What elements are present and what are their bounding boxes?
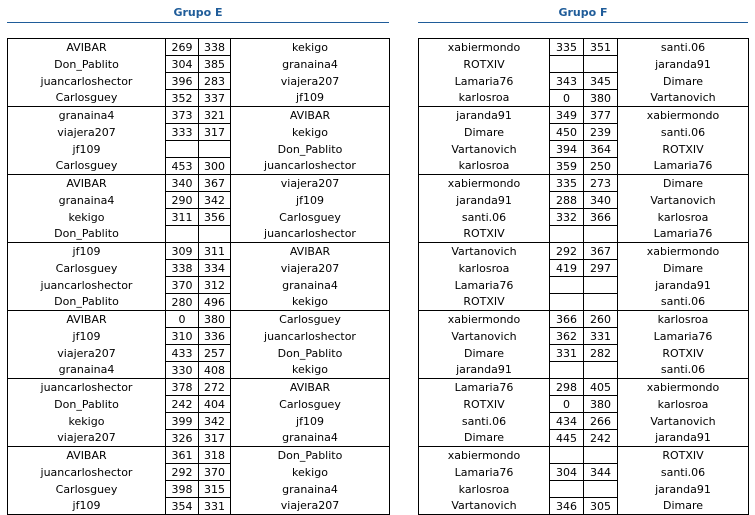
away-player: AVIBAR (231, 243, 390, 260)
home-score: 362 (550, 328, 584, 345)
match-row (419, 73, 749, 90)
away-score: 408 (199, 362, 231, 379)
home-player: Lamaria76 (454, 74, 514, 88)
home-score: 359 (550, 158, 584, 175)
home-player: Vartanovich (451, 329, 517, 343)
away-player: jf109 (296, 91, 324, 105)
fixtures-table (418, 38, 749, 515)
away-player: santi.06 (660, 125, 706, 139)
home-score: 419 (550, 260, 584, 277)
match-row (8, 447, 390, 464)
group-title: Grupo E (173, 6, 223, 19)
home-score: 396 (166, 73, 199, 90)
away-player: Don_Pablito (277, 142, 343, 156)
home-score: 352 (166, 90, 199, 107)
away-player: kekigo (292, 363, 328, 377)
away-player: Don_Pablito (277, 346, 343, 360)
home-player: ROTXIV (463, 295, 505, 309)
home-player: AVIBAR (8, 311, 166, 328)
match-row (419, 447, 749, 464)
away-score: 334 (199, 260, 231, 277)
away-score: 272 (199, 379, 231, 396)
match-row (419, 430, 749, 447)
match-row (8, 430, 390, 447)
match-row (8, 192, 390, 209)
away-score: 311 (199, 243, 231, 260)
home-player: jf109 (72, 142, 101, 156)
away-player: Vartanovich (650, 414, 716, 428)
away-score: 260 (584, 311, 618, 328)
match-row (419, 175, 749, 192)
match-row (8, 311, 390, 328)
home-score: 331 (550, 345, 584, 362)
home-player: jf109 (72, 329, 101, 343)
match-row (8, 158, 390, 175)
home-score: 330 (166, 362, 199, 379)
home-score: 335 (550, 175, 584, 192)
home-score: 349 (550, 107, 584, 124)
home-score: 298 (550, 379, 584, 396)
home-score: 0 (550, 396, 584, 413)
match-row (419, 56, 749, 73)
away-score (584, 56, 618, 73)
away-player: Lamaria76 (653, 159, 713, 173)
match-row (419, 192, 749, 209)
away-player: jf109 (296, 414, 324, 428)
match-row (8, 107, 390, 124)
home-player: Carlosguey (55, 261, 118, 275)
home-score (550, 294, 584, 311)
match-row (419, 90, 749, 107)
away-player: karlosroa (657, 397, 709, 411)
home-player: Vartanovich (451, 499, 517, 513)
title-underline (7, 22, 389, 23)
away-player: kekigo (292, 465, 328, 479)
away-score: 380 (584, 396, 618, 413)
away-score: 242 (584, 430, 618, 447)
home-player: kekigo (68, 414, 105, 428)
away-player: xabiermondo (618, 379, 749, 396)
away-player: juancarloshector (264, 329, 356, 343)
away-player: karlosroa (657, 210, 709, 224)
away-score: 405 (584, 379, 618, 396)
away-score: 317 (199, 430, 231, 447)
away-score (584, 362, 618, 379)
group-title: Grupo F (558, 6, 608, 19)
match-row (8, 413, 390, 430)
away-score: 239 (584, 124, 618, 141)
home-score: 346 (550, 498, 584, 515)
home-score: 445 (550, 430, 584, 447)
home-player: Lamaria76 (454, 465, 514, 479)
away-player: granaina4 (282, 278, 338, 292)
home-score: 0 (166, 311, 199, 328)
home-player: Dimare (463, 125, 505, 139)
home-score: 242 (166, 396, 199, 413)
away-score: 297 (584, 260, 618, 277)
away-player: juancarloshector (264, 159, 356, 173)
away-player: granaina4 (282, 431, 338, 445)
match-row (419, 107, 749, 124)
match-row (8, 56, 390, 73)
match-row (419, 243, 749, 260)
match-row (419, 277, 749, 294)
home-score: 288 (550, 192, 584, 209)
home-score: 354 (166, 498, 199, 515)
away-score: 380 (584, 90, 618, 107)
home-player: santi.06 (461, 414, 507, 428)
away-score: 338 (199, 39, 231, 56)
home-player: Dimare (463, 431, 505, 445)
match-row (8, 73, 390, 90)
home-player: Don_Pablito (54, 227, 119, 241)
home-player: Carlosguey (55, 159, 118, 173)
match-row (8, 498, 390, 515)
home-score: 311 (166, 209, 199, 226)
home-player: Vartanovich (419, 243, 550, 260)
home-player: kekigo (68, 210, 105, 224)
away-score (199, 141, 231, 158)
match-row (8, 260, 390, 277)
home-player: jf109 (8, 243, 166, 260)
away-player: Carlosguey (279, 210, 341, 224)
away-player: Dimare (662, 261, 704, 275)
home-player: xabiermondo (419, 175, 550, 192)
match-row (8, 243, 390, 260)
away-score: 366 (584, 209, 618, 226)
away-player: kekigo (292, 125, 328, 139)
home-player: AVIBAR (8, 447, 166, 464)
home-player: Lamaria76 (454, 278, 514, 292)
match-row (8, 345, 390, 362)
home-score: 333 (166, 124, 199, 141)
home-player: jaranda91 (456, 193, 512, 207)
home-score: 0 (550, 90, 584, 107)
match-row (419, 379, 749, 396)
away-score: 367 (584, 243, 618, 260)
home-score: 304 (550, 464, 584, 481)
away-score: 404 (199, 396, 231, 413)
away-score (584, 226, 618, 243)
away-player: jaranda91 (655, 482, 711, 496)
away-score: 250 (584, 158, 618, 175)
match-row (419, 498, 749, 515)
match-row (8, 39, 390, 56)
home-player: jf109 (72, 499, 101, 513)
home-score: 340 (166, 175, 199, 192)
away-player: viajera207 (280, 499, 340, 513)
away-player: viajera207 (231, 175, 390, 192)
away-score: 496 (199, 294, 231, 311)
home-score: 326 (166, 430, 199, 447)
away-score: 282 (584, 345, 618, 362)
away-score: 344 (584, 464, 618, 481)
home-player: AVIBAR (66, 40, 107, 54)
away-player: xabiermondo (618, 107, 749, 124)
home-score: 335 (550, 39, 584, 56)
home-score: 292 (550, 243, 584, 260)
away-player: santi.06 (660, 363, 706, 377)
home-score (550, 277, 584, 294)
match-row (419, 464, 749, 481)
home-player: juancarloshector (40, 74, 133, 88)
away-player: Carlosguey (279, 397, 341, 411)
away-score (584, 294, 618, 311)
away-player: jf109 (296, 193, 324, 207)
match-row (419, 311, 749, 328)
home-player: AVIBAR (8, 175, 166, 192)
home-score: 366 (550, 311, 584, 328)
away-score: 331 (199, 498, 231, 515)
match-row (419, 158, 749, 175)
title-underline (418, 22, 748, 23)
away-score: 340 (584, 192, 618, 209)
home-player: jaranda91 (419, 107, 550, 124)
away-player: xabiermondo (618, 243, 749, 260)
home-score: 450 (550, 124, 584, 141)
home-score: 269 (166, 39, 199, 56)
home-score: 343 (550, 73, 584, 90)
home-score: 310 (166, 328, 199, 345)
away-score: 283 (199, 73, 231, 90)
match-row (8, 294, 390, 311)
home-player: xabiermondo (419, 311, 550, 328)
away-player: AVIBAR (231, 379, 390, 396)
match-row (8, 396, 390, 413)
home-player: juancarloshector (40, 465, 133, 479)
home-player: xabiermondo (419, 447, 550, 464)
away-player: granaina4 (282, 57, 338, 71)
away-score: 345 (584, 73, 618, 90)
home-player: karlosroa (458, 159, 510, 173)
match-row (419, 260, 749, 277)
away-player: karlosroa (618, 311, 749, 328)
home-score: 361 (166, 447, 199, 464)
away-score: 317 (199, 124, 231, 141)
away-player: Dimare (662, 74, 704, 88)
match-row (8, 362, 390, 379)
match-row (419, 209, 749, 226)
away-score (199, 226, 231, 243)
away-score: 257 (199, 345, 231, 362)
match-row (419, 328, 749, 345)
match-row (419, 141, 749, 158)
home-player: viajera207 (57, 346, 116, 360)
away-player: viajera207 (280, 74, 340, 88)
home-score: 398 (166, 481, 199, 498)
home-player: Dimare (463, 346, 505, 360)
away-score: 351 (584, 39, 618, 56)
match-row (419, 39, 749, 56)
away-score: 364 (584, 141, 618, 158)
match-row (419, 362, 749, 379)
fixtures-table (7, 38, 390, 515)
match-row (8, 277, 390, 294)
home-player: Carlosguey (55, 482, 118, 496)
home-score (550, 362, 584, 379)
match-row (8, 124, 390, 141)
home-score: 338 (166, 260, 199, 277)
away-score: 331 (584, 328, 618, 345)
match-row (8, 379, 390, 396)
away-score: 315 (199, 481, 231, 498)
away-player: Carlosguey (231, 311, 390, 328)
away-player: kekigo (292, 295, 328, 309)
home-player: santi.06 (461, 210, 507, 224)
home-player: viajera207 (57, 431, 116, 445)
home-score: 394 (550, 141, 584, 158)
home-score: 433 (166, 345, 199, 362)
home-player: juancarloshector (40, 278, 133, 292)
home-score (550, 56, 584, 73)
match-row (8, 464, 390, 481)
away-score: 337 (199, 90, 231, 107)
home-player: juancarloshector (8, 379, 166, 396)
away-score: 356 (199, 209, 231, 226)
home-player: Don_Pablito (54, 397, 119, 411)
away-score: 321 (199, 107, 231, 124)
match-row (419, 226, 749, 243)
away-score: 385 (199, 56, 231, 73)
away-score: 336 (199, 328, 231, 345)
home-score: 292 (166, 464, 199, 481)
away-score: 300 (199, 158, 231, 175)
match-row (419, 294, 749, 311)
match-row (8, 209, 390, 226)
home-score: 399 (166, 413, 199, 430)
match-row (8, 141, 390, 158)
away-score: 380 (199, 311, 231, 328)
home-player: xabiermondo (447, 40, 521, 54)
away-player: Vartanovich (650, 193, 716, 207)
away-player: jaranda91 (655, 278, 711, 292)
home-player: karlosroa (458, 91, 510, 105)
match-row (8, 175, 390, 192)
home-player: karlosroa (458, 261, 510, 275)
away-score: 370 (199, 464, 231, 481)
away-score: 342 (199, 192, 231, 209)
away-player: juancarloshector (264, 227, 356, 241)
away-player: ROTXIV (662, 346, 704, 360)
group-e-panel (7, 6, 389, 515)
away-score: 266 (584, 413, 618, 430)
home-score (166, 141, 199, 158)
away-player: Dimare (662, 499, 704, 513)
home-score (550, 447, 584, 464)
home-player: ROTXIV (463, 227, 505, 241)
match-row (419, 396, 749, 413)
away-player: santi.06 (660, 465, 706, 479)
home-player: jaranda91 (456, 363, 512, 377)
home-player: ROTXIV (463, 57, 505, 71)
match-row (8, 226, 390, 243)
away-player: kekigo (292, 40, 328, 54)
home-player: Carlosguey (55, 91, 118, 105)
home-score: 373 (166, 107, 199, 124)
home-player: Vartanovich (451, 142, 517, 156)
away-player: santi.06 (660, 295, 706, 309)
away-player: Lamaria76 (653, 227, 713, 241)
home-score (550, 226, 584, 243)
home-score: 304 (166, 56, 199, 73)
away-player: Don_Pablito (231, 447, 390, 464)
match-row (419, 413, 749, 430)
away-score (584, 277, 618, 294)
home-player: Don_Pablito (54, 295, 119, 309)
away-score: 312 (199, 277, 231, 294)
match-row (8, 328, 390, 345)
away-player: santi.06 (660, 40, 706, 54)
match-row (419, 124, 749, 141)
home-player: granaina4 (58, 193, 115, 207)
away-score: 318 (199, 447, 231, 464)
home-score: 434 (550, 413, 584, 430)
away-score: 305 (584, 498, 618, 515)
home-score: 453 (166, 158, 199, 175)
home-score: 280 (166, 294, 199, 311)
away-score: 342 (199, 413, 231, 430)
home-player: Don_Pablito (54, 57, 119, 71)
away-player: ROTXIV (618, 447, 749, 464)
home-player: Lamaria76 (419, 379, 550, 396)
away-player: jaranda91 (655, 57, 711, 71)
away-player: AVIBAR (231, 107, 390, 124)
home-player: granaina4 (8, 107, 166, 124)
home-score (166, 226, 199, 243)
away-player: granaina4 (282, 482, 338, 496)
away-player: jaranda91 (655, 431, 711, 445)
home-player: ROTXIV (463, 397, 505, 411)
group-f-panel (418, 6, 748, 515)
away-player: Vartanovich (650, 91, 716, 105)
home-score: 309 (166, 243, 199, 260)
home-score: 332 (550, 209, 584, 226)
away-player: viajera207 (280, 261, 340, 275)
match-row (8, 90, 390, 107)
away-score (584, 447, 618, 464)
away-score: 377 (584, 107, 618, 124)
away-player: Lamaria76 (653, 329, 713, 343)
home-player: karlosroa (458, 482, 510, 496)
away-score: 273 (584, 175, 618, 192)
away-player: ROTXIV (662, 142, 704, 156)
home-player: viajera207 (57, 125, 116, 139)
home-score: 290 (166, 192, 199, 209)
home-score: 378 (166, 379, 199, 396)
match-row (419, 345, 749, 362)
away-player: Dimare (618, 175, 749, 192)
away-score: 367 (199, 175, 231, 192)
home-score: 370 (166, 277, 199, 294)
home-player: granaina4 (58, 363, 115, 377)
